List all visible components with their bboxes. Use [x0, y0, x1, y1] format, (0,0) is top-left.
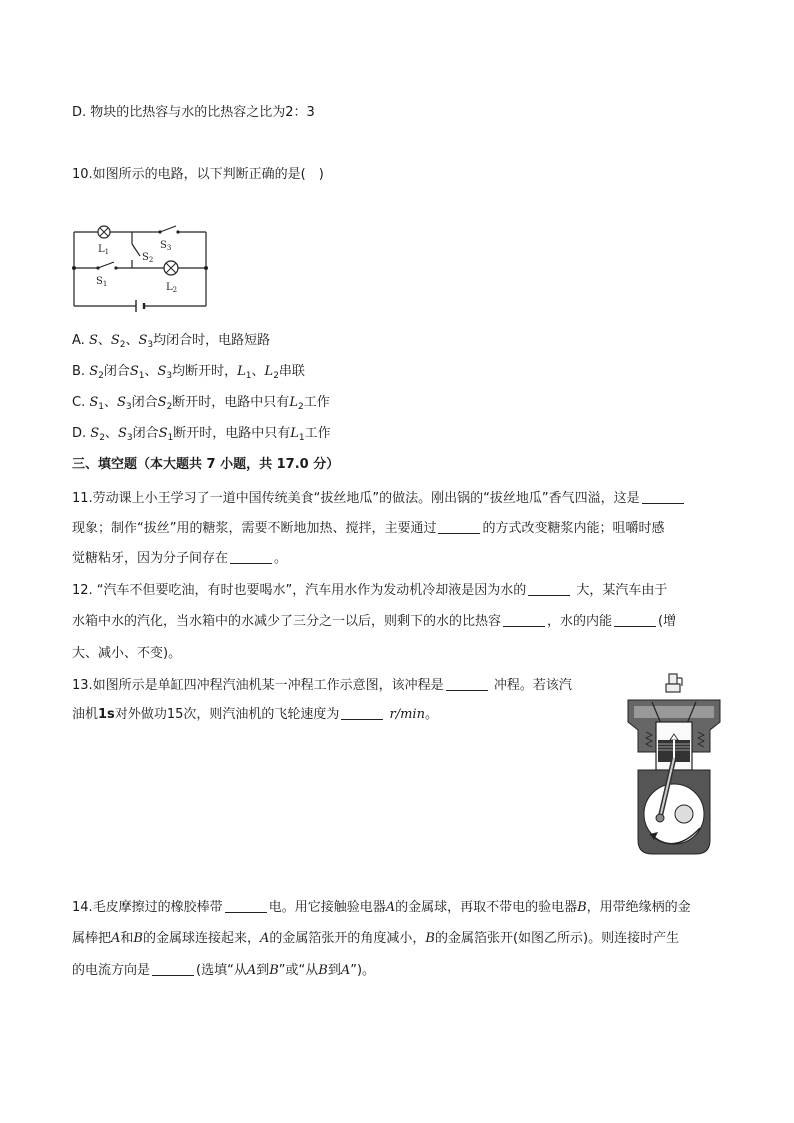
lamp-l2-icon: [164, 261, 178, 275]
svg-text:L2: $L_2$: [166, 282, 178, 294]
lamp-l1-icon: [98, 226, 110, 238]
svg-text:L1: $L_1$: [98, 244, 110, 256]
answer-blank[interactable]: [642, 491, 684, 504]
q13-line1: 13.如图所示是单缸四冲程汽油机某一冲程工作示意图，该冲程是 冲程。若该汽: [72, 678, 572, 693]
q11-line1: 11.劳动课上小王学习了一道中国传统美食“拔丝地瓜”的做法。刚出锅的“拔丝地瓜”香气四溢，这是: [72, 490, 686, 508]
answer-blank[interactable]: [438, 521, 480, 534]
answer-blank[interactable]: [503, 614, 545, 627]
q9-option-d: D. 物块的比热容与水的比热容之比为2：3: [72, 105, 315, 120]
q11-line3: 觉糖粘牙，因为分子间存在 。: [72, 551, 288, 566]
svg-text:S3: $S_3$: [160, 240, 172, 252]
q12-line1: 12. “汽车不但要吃油，有时也要喝水”，汽车用水作为发动机冷却液是因为水的 大，某汽车由于: [72, 583, 668, 598]
q10-option-b[interactable]: B. $S_2$闭合$S_1$、$S_3$均断开时，$L_1$、$L_2$串联: [72, 364, 305, 381]
q11-line2: 现象；制作“拔丝”用的糖浆，需要不断地加热、搅拌，主要通过 的方式改变糖浆内能；咀嚼时感: [72, 521, 665, 536]
answer-blank[interactable]: [225, 900, 267, 913]
answer-blank[interactable]: [341, 707, 383, 720]
svg-text:S1: $S_1$: [96, 276, 108, 288]
q13-line2: 油机1s对外做功15次，则汽油机的飞轮速度为 r/min。: [72, 707, 438, 722]
engine-diagram: [620, 672, 730, 858]
q14-line3: 的电流方向是 (选填“从A到B”或“从B到A”)。: [72, 963, 376, 978]
q14-line1: 14.毛皮摩擦过的橡胶棒带 电。用它接触验电器A的金属球，再取不带电的验电器B，用带绝缘柄的金: [72, 900, 691, 915]
q10-stem: 10.如图所示的电路，以下判断正确的是( ): [72, 167, 324, 182]
answer-blank[interactable]: [152, 963, 194, 976]
svg-text:S2: $S_2$: [142, 252, 154, 264]
q10-option-c[interactable]: C. $S_1$、$S_3$闭合$S_2$断开时，电路中只有$L_2$工作: [72, 395, 330, 412]
answer-blank[interactable]: [614, 614, 656, 627]
q10-option-a[interactable]: A. S、$S_2$、$S_3$均闭合时，电路短路: [72, 333, 271, 350]
q14-line2: 属棒把A和B的金属球连接起来，A的金属箔张开的角度减小，B的金属箔张开(如图乙所示)。则连接时产生: [72, 931, 680, 946]
answer-blank[interactable]: [528, 583, 570, 596]
q10-option-d[interactable]: D. $S_2$、$S_3$闭合$S_1$断开时，电路中只有$L_1$工作: [72, 426, 331, 443]
q12-line2: 水箱中水的汽化，当水箱中的水减少了三分之一以后，则剩下的水的比热容 ，水的内能 (增: [72, 614, 677, 629]
circuit-diagram: [68, 222, 210, 314]
answer-blank[interactable]: [446, 678, 488, 691]
section-title: 三、填空题（本大题共 7 小题，共 17.0 分）: [72, 457, 340, 472]
answer-blank[interactable]: [230, 551, 272, 564]
q12-line3: 大、减小、不变)。: [72, 646, 182, 661]
